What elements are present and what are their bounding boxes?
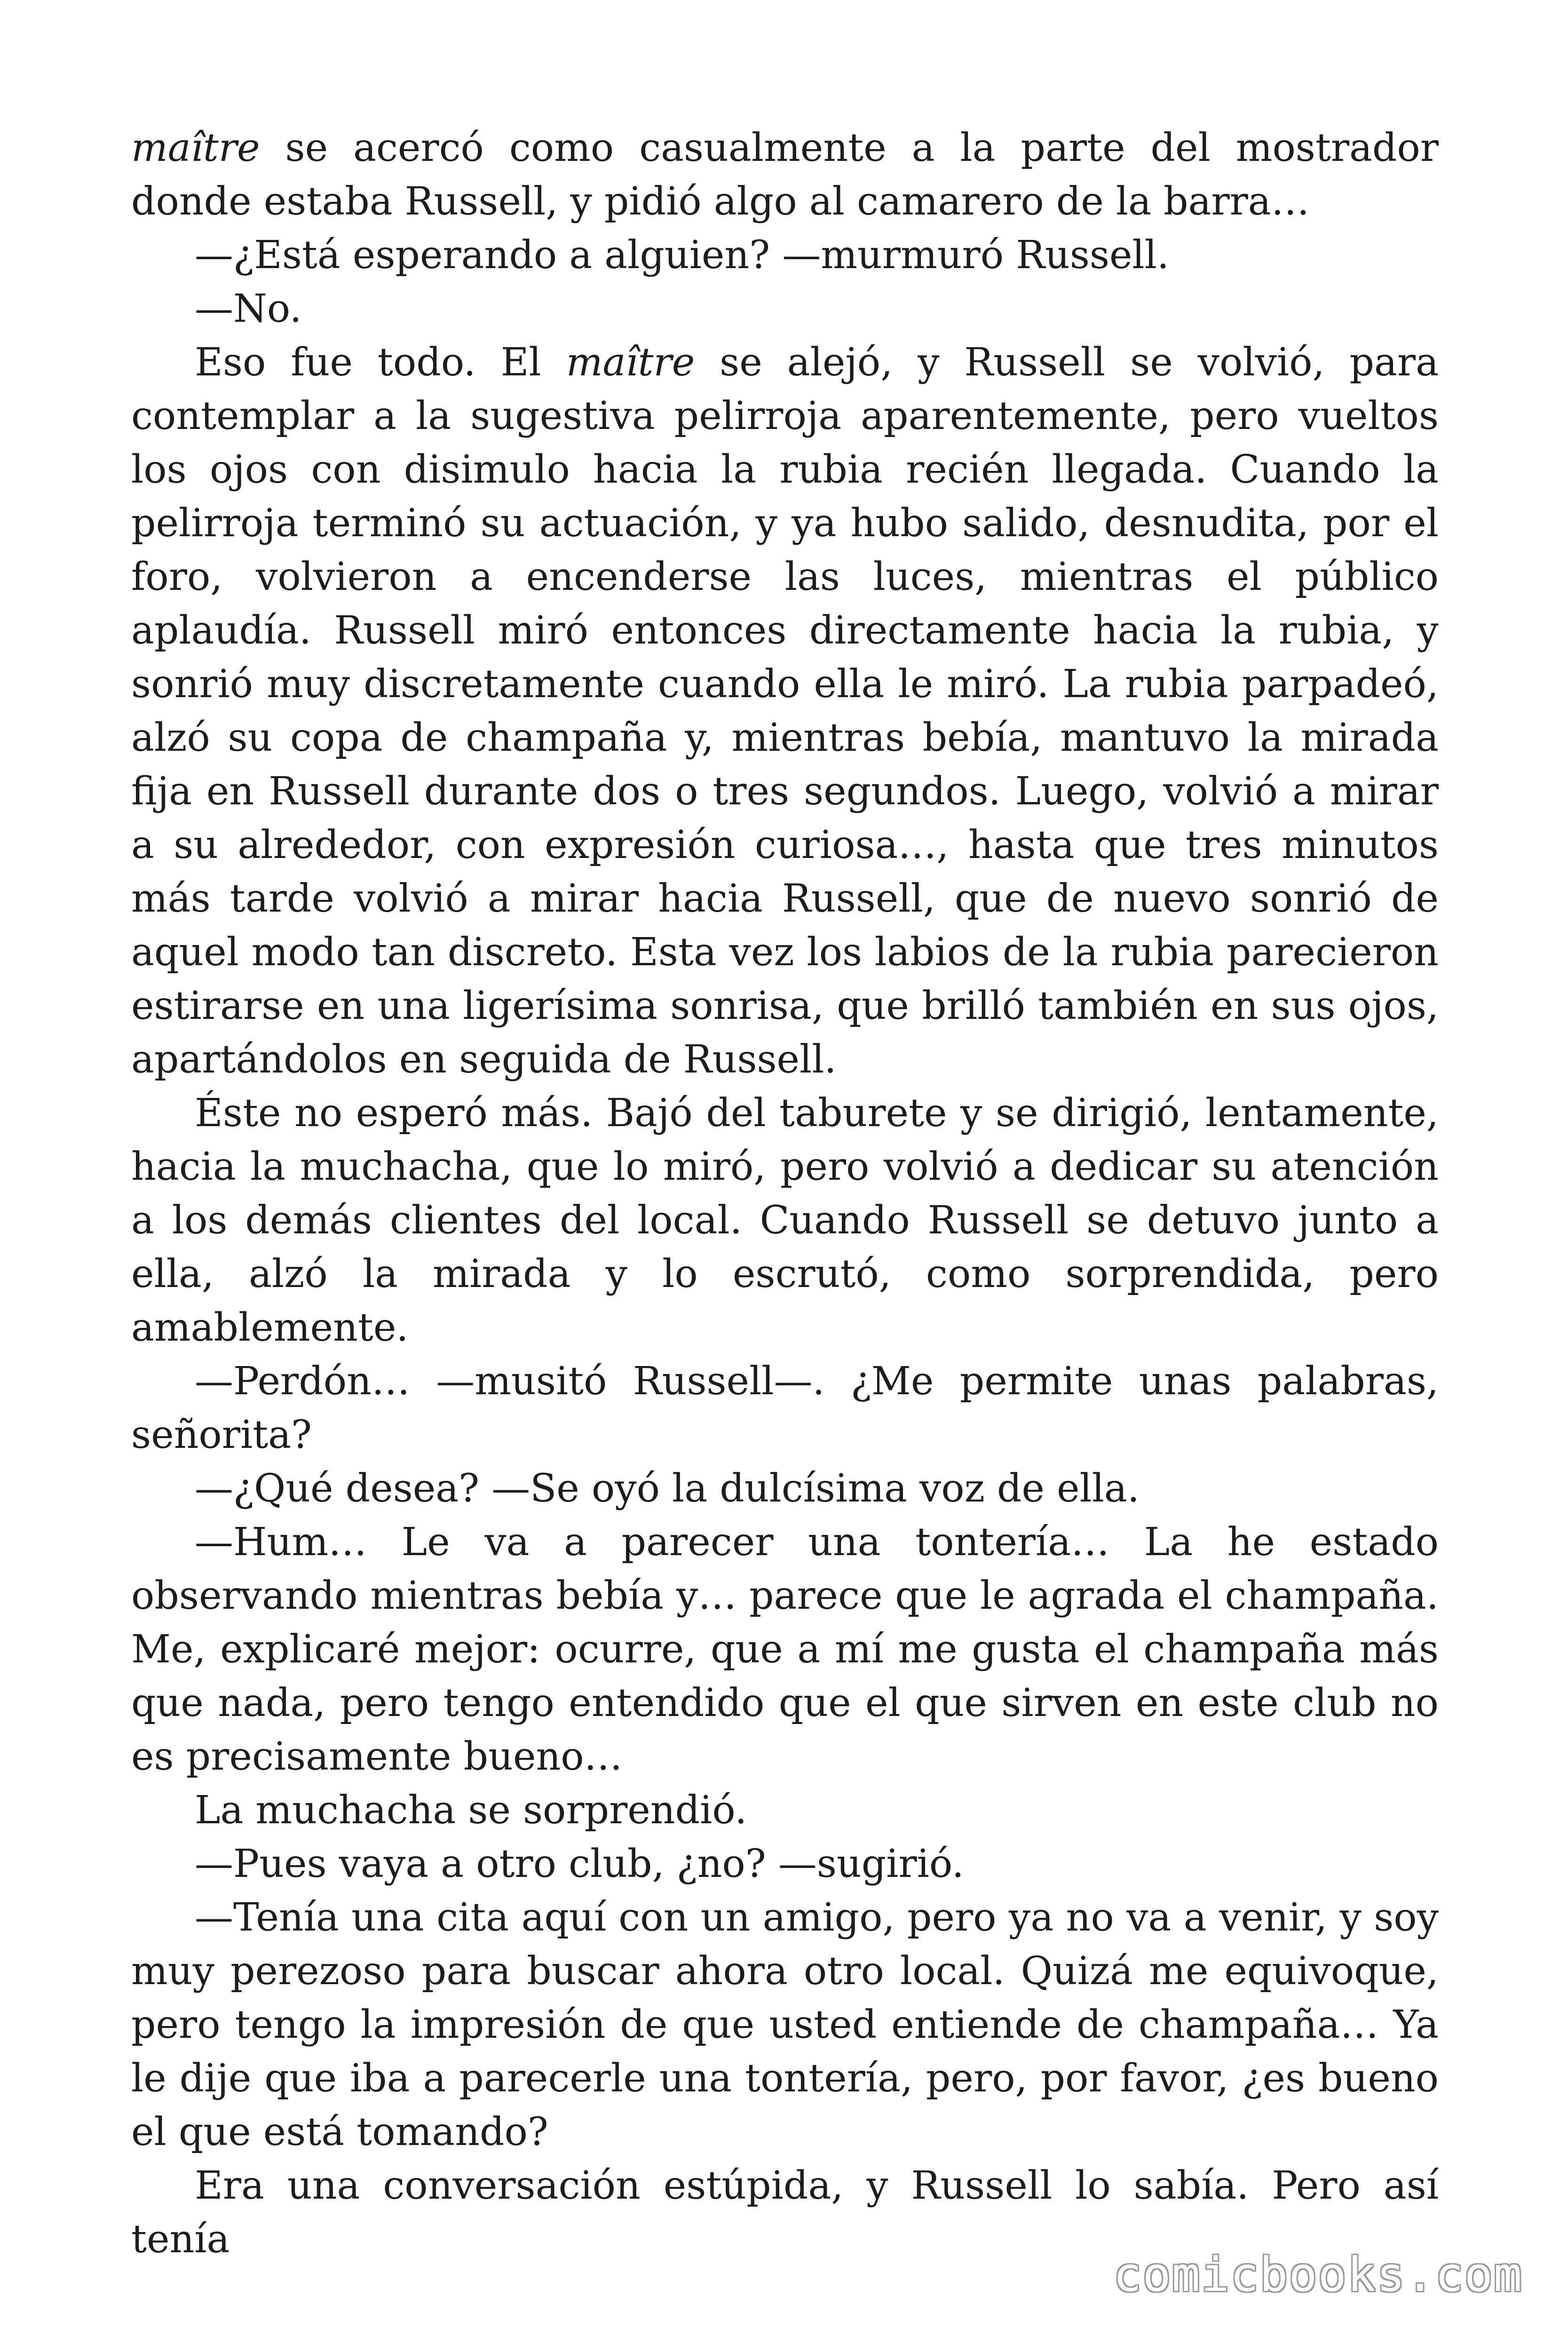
- book-page-text: [131, 121, 1439, 2266]
- paragraph-10: —Pues vaya a otro club, ¿no? —sugirió.: [195, 1842, 964, 1886]
- paragraph-4: Eso fue todo. El maître se alejó, y Russell se volvió, para contemplar a la sugestiva pelirroja aparentemente, pero vueltos los ojos con disimulo hacia la rubia recién llegada. Cuando la pelirroja terminó su actuación, y ya hubo salido, desnudita, por el foro, volvieron a encenderse las luces, mientras el público aplaudía. Russell miró entonces directamente hacia la rubia, y sonrió muy discretamente cuando ella le miró. La rubia parpadeó, alzó su copa de champaña y, mientras bebía, mantuvo la mirada fija en Russell durante dos o tres segundos. Luego, volvió a mirar a su alrededor, con expresión curiosa…, hasta que tres minutos más tarde volvió a mirar hacia Russell, que de nuevo sonrió de aquel modo tan discreto. Esta vez los labios de la rubia parecieron estirarse en una ligerísima sonrisa, que brilló también en sus ojos, apartándolos en seguida de Russell.: [131, 340, 1439, 1082]
- paragraph-2: —¿Está esperando a alguien? —murmuró Russell.: [195, 233, 1169, 278]
- paragraph-11: —Tenía una cita aquí con un amigo, pero ya no va a venir, y soy muy perezoso para buscar ahora otro local. Quizá me equivoque, pero tengo la impresión de que usted entiende de champaña… Ya le dije que iba a parecerle una tontería, pero, por favor, ¿es bueno el que está tomando?: [131, 1895, 1439, 2154]
- paragraph-9: La muchacha se sorprendió.: [195, 1788, 747, 1833]
- paragraph-1: maître se acercó como casualmente a la parte del mostrador donde estaba Russell, y pidió algo al camarero de la barra…: [131, 126, 1439, 224]
- paragraph-3: —No.: [195, 286, 302, 331]
- paragraph-6: —Perdón… —musitó Russell—. ¿Me permite unas palabras, señorita?: [131, 1359, 1439, 1457]
- site-watermark: comicbooks.com: [1113, 2247, 1523, 2302]
- paragraph-5: Éste no esperó más. Bajó del taburete y se dirigió, lentamente, hacia la muchacha, que lo miró, pero volvió a dedicar su atención a los demás clientes del local. Cuando Russell se detuvo junto a ella, alzó la mirada y lo escrutó, como sorprendida, pero amablemente.: [131, 1091, 1439, 1350]
- paragraph-8: —Hum… Le va a parecer una tontería… La he estado observando mientras bebía y… parece que le agrada el champaña. Me, explicaré mejor: ocurre, que a mí me gusta el champaña más que nada, pero tengo entendido que el que sirven en este club no es precisamente bueno…: [131, 1520, 1439, 1779]
- paragraph-7: —¿Qué desea? —Se oyó la dulcísima voz de ella.: [195, 1466, 1140, 1511]
- paragraph-12: Era una conversación estúpida, y Russell lo sabía. Pero así tenía: [131, 2163, 1439, 2262]
